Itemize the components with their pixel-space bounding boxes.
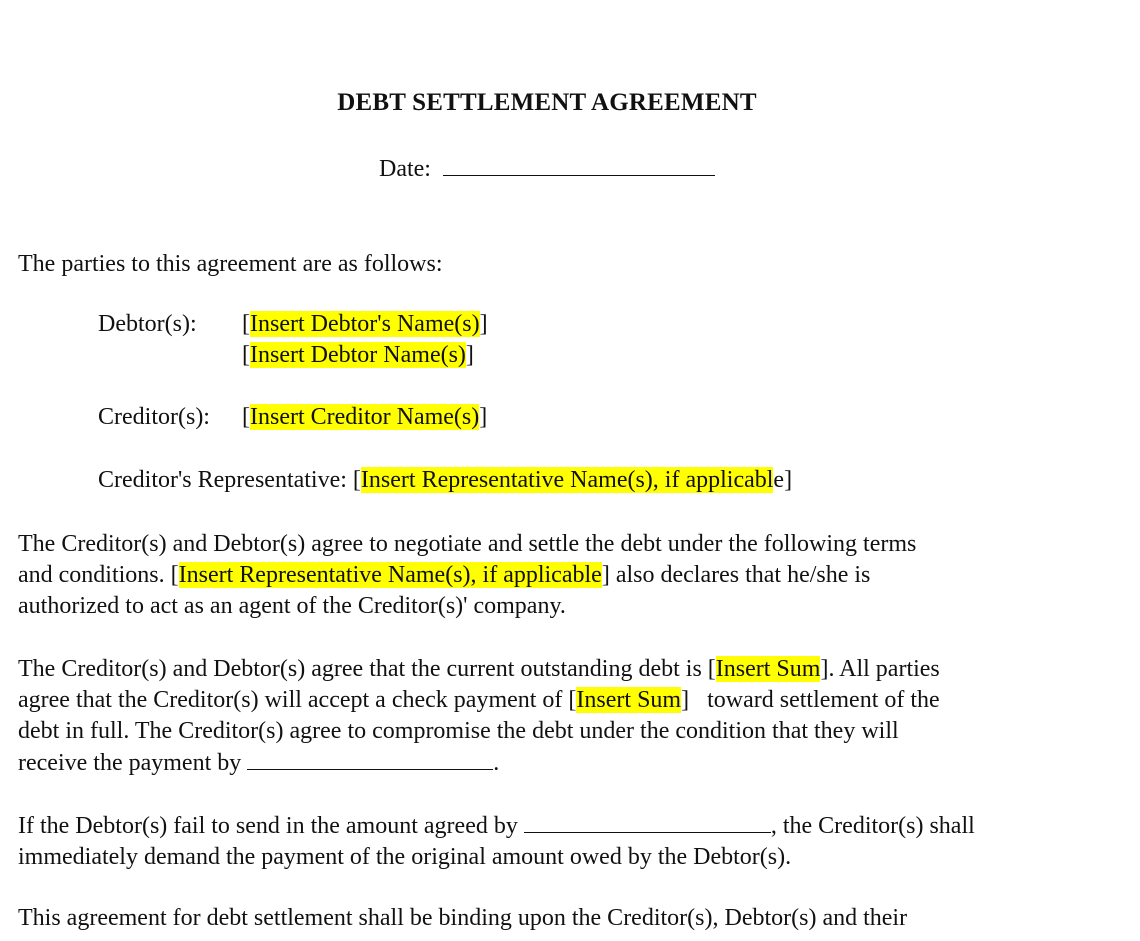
intro-paragraph: The parties to this agreement are as follows: — [18, 251, 443, 277]
paragraph-2-line-2 — [18, 685, 1088, 716]
paragraph-3-line-1-pre: If the Debtor(s) fail to send in the amount agreed by — [18, 813, 524, 839]
debtor-name-1-highlight: Insert Debtor's Name(s) — [250, 311, 480, 337]
representative-name-highlight: Insert Representative Name(s), if applicabl — [360, 467, 774, 493]
paragraph-2-line-2-pre: agree that the Creditor(s) will accept a check payment of — [18, 687, 569, 713]
representative-label: Creditor's Representative: — [98, 467, 347, 493]
paragraph-2-line-1-pre: The Creditor(s) and Debtor(s) agree that the current outstanding debt is — [18, 656, 708, 682]
paragraph-2 — [18, 654, 1088, 779]
settlement-sum-placeholder[interactable]: [Insert Sum] — [568, 687, 690, 713]
creditor-name-highlight: Insert Creditor Name(s) — [250, 404, 480, 430]
paragraph-2-line-1-post: . All parties — [828, 656, 940, 682]
representative-name-placeholder[interactable]: [Insert Representative Name(s), if applicable] — [352, 467, 793, 493]
paragraph-2-line-2-post: toward settlement of the — [689, 687, 940, 713]
debtor-name-1-placeholder[interactable]: [Insert Debtor's Name(s)] — [242, 311, 488, 337]
paragraph-4 — [18, 903, 1088, 934]
paragraph-2-line-4-pre: receive the payment by — [18, 750, 248, 776]
paragraph-1-line-2-pre: and conditions. — [18, 562, 171, 588]
outstanding-sum-highlight: Insert Sum — [715, 656, 821, 682]
paragraph-1-line-2 — [18, 560, 1088, 591]
debtor-label: Debtor(s): — [98, 311, 197, 337]
document-title: DEBT SETTLEMENT AGREEMENT — [337, 89, 757, 116]
date-label: Date: — [379, 156, 431, 182]
paragraph-3-line-2: immediately demand the payment of the original amount owed by the Debtor(s). — [18, 844, 792, 870]
debtor-name-2-highlight: Insert Debtor Name(s) — [250, 342, 466, 368]
outstanding-sum-placeholder[interactable]: [Insert Sum] — [707, 656, 829, 682]
creditor-name-placeholder[interactable]: [Insert Creditor Name(s)] — [242, 404, 488, 430]
paragraph-2-line-4 — [18, 747, 1088, 779]
paragraph-2-line-4-post: . — [493, 750, 500, 776]
paragraph-3 — [18, 810, 1088, 873]
creditor-label: Creditor(s): — [98, 404, 210, 430]
date-blank-field[interactable] — [443, 153, 715, 176]
paragraph-3-line-1-post: , the Creditor(s) shall — [770, 813, 975, 839]
paragraph-1-rep-placeholder[interactable]: [Insert Representative Name(s), if applicable] — [170, 562, 610, 588]
paragraph-3-line-1 — [18, 810, 1088, 842]
payment-by-blank-field[interactable] — [247, 747, 493, 770]
paragraph-2-line-1 — [18, 654, 1088, 685]
paragraph-4-line-1: This agreement for debt settlement shall be binding upon the Creditor(s), Debtor(s) and their — [18, 905, 908, 931]
date-line — [0, 153, 1094, 183]
paragraph-1 — [18, 529, 1088, 622]
paragraph-1-line-1: The Creditor(s) and Debtor(s) agree to negotiate and settle the debt under the following terms — [18, 531, 917, 557]
creditor-name — [242, 404, 487, 431]
debtor-name-2-placeholder[interactable]: [Insert Debtor Name(s)] — [242, 342, 474, 368]
paragraph-2-line-3: debt in full. The Creditor(s) agree to compromise the debt under the condition that they will — [18, 718, 899, 744]
paragraph-1-line-2-post: also declares that he/she is — [609, 562, 871, 588]
paragraph-1-line-3: authorized to act as an agent of the Creditor(s)' company. — [18, 593, 566, 619]
debtor-name-2 — [242, 342, 474, 369]
settlement-sum-highlight: Insert Sum — [576, 687, 682, 713]
representative-row — [98, 467, 792, 494]
agreed-by-blank-field[interactable] — [524, 810, 771, 833]
paragraph-1-rep-highlight: Insert Representative Name(s), if applicable — [178, 562, 602, 588]
debtor-name-1 — [242, 311, 488, 338]
